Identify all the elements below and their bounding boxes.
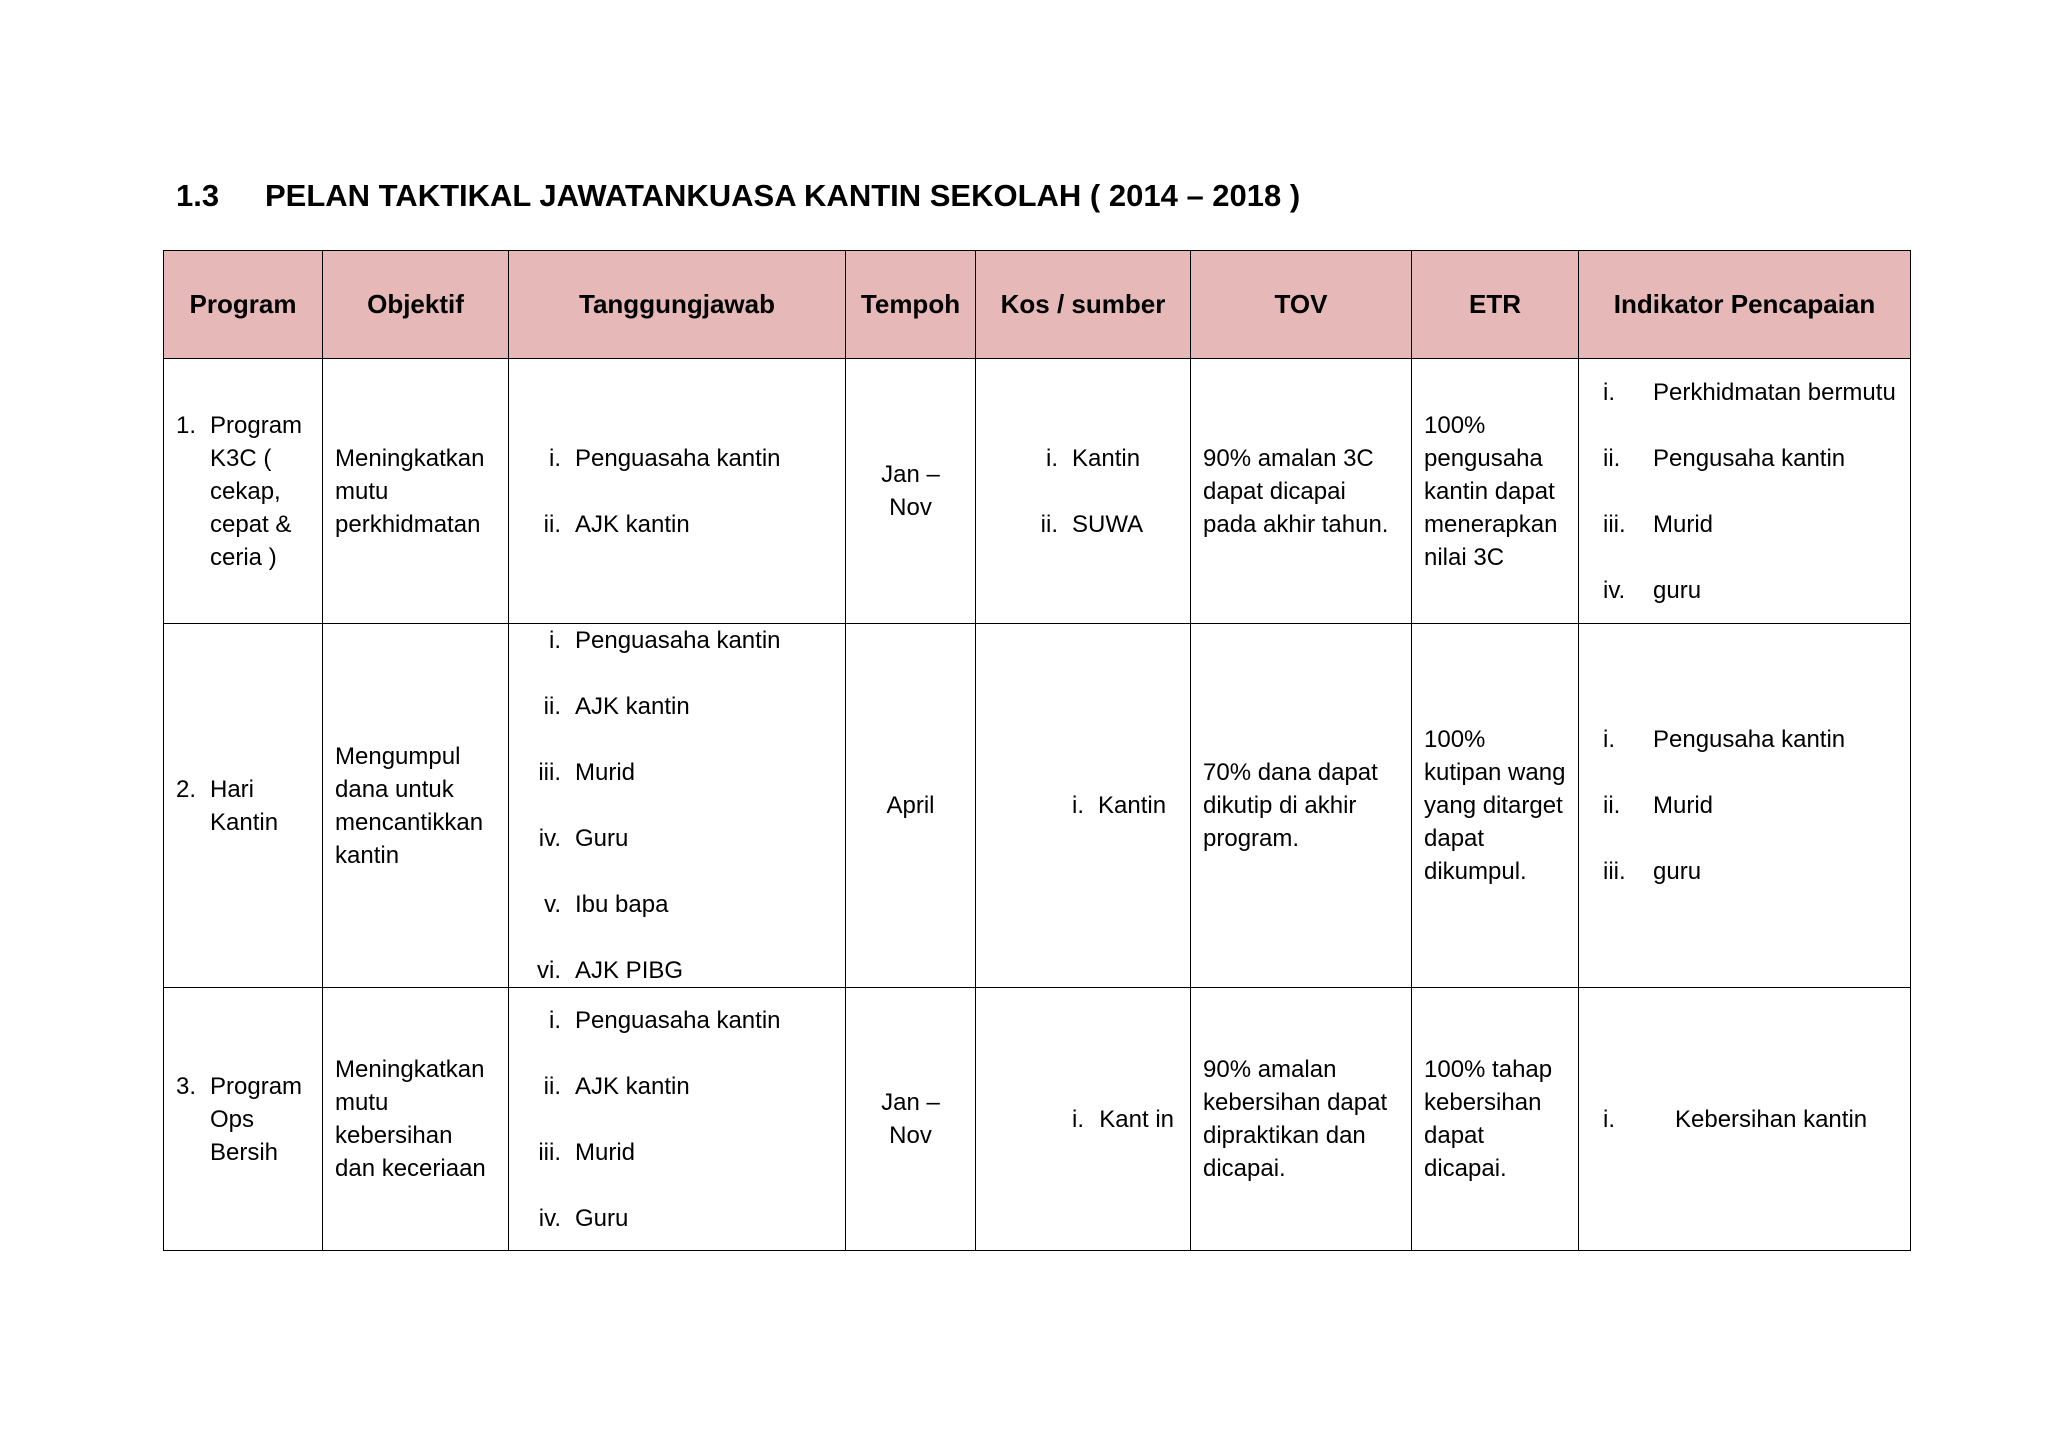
list-item: ii. Murid (1603, 792, 1714, 819)
etr-cell: 100% kutipan wang yang ditarget dapat dikumpul. (1412, 624, 1579, 988)
list-item: i. Penguasaha kantin (549, 1006, 781, 1034)
etr-cell: 100% pengusaha kantin dapat menerapkan nilai 3C (1412, 359, 1579, 624)
indikator-cell (1579, 624, 1911, 988)
list-item: ii. AJK kantin (543, 1072, 690, 1100)
header-indikator: Indikator Pencapaian (1579, 251, 1911, 359)
header-etr: ETR (1412, 251, 1579, 359)
table-row (164, 624, 1911, 988)
header-program: Program (164, 251, 323, 359)
list-item: iv. guru (1603, 576, 1702, 604)
header-tov: TOV (1191, 251, 1412, 359)
program-number: 2. (176, 775, 197, 803)
list-item: iii. Murid (1603, 510, 1714, 538)
list-item: ii. AJK kantin (543, 693, 690, 720)
objektif-cell: Mengumpul dana untuk mencantikkan kantin (323, 624, 509, 988)
list-item: i. Kant in (1072, 1105, 1174, 1133)
list-item: iv. Guru (538, 825, 629, 852)
etr-cell: 100% tahap kebersihan dapat dicapai. (1412, 988, 1579, 1251)
header-objektif: Objektif (323, 251, 509, 359)
list-item: iii. guru (1603, 858, 1702, 885)
kos-cell (976, 624, 1191, 988)
header-tanggungjawab: Tanggungjawab (509, 251, 846, 359)
tanggungjawab-cell (509, 624, 846, 988)
objektif-cell: Meningkatkan mutu kebersihan dan keceriaan (323, 988, 509, 1251)
program-name: Program K3C ( cekap, cepat & ceria ) (210, 411, 303, 571)
tempoh-cell: Jan – Nov (846, 988, 976, 1251)
header-kos-sumber: Kos / sumber (976, 251, 1191, 359)
tanggungjawab-list (521, 442, 833, 541)
list-item: v. Ibu bapa (544, 891, 669, 918)
tanggungjawab-cell (509, 988, 846, 1251)
header-row (164, 251, 1911, 359)
list-item: vi. AJK PIBG (537, 957, 684, 984)
table-row (164, 359, 1911, 624)
indikator-list (1591, 1103, 1898, 1136)
program-cell (164, 988, 323, 1251)
list-item: ii. SUWA (1040, 510, 1144, 538)
kos-list (988, 1103, 1178, 1136)
program-name: Program Ops Bersih (210, 1072, 303, 1166)
tanggungjawab-cell (509, 359, 846, 624)
tanggungjawab-list (521, 624, 833, 987)
list-item: i. Penguasaha kantin (549, 444, 781, 472)
table-row (164, 988, 1911, 1251)
list-item: i. Pengusaha kantin (1603, 726, 1846, 753)
program-name: Hari Kantin (210, 775, 279, 836)
indikator-cell (1579, 359, 1911, 624)
tov-cell: 90% amalan kebersihan dapat dipraktikan dan dicapai. (1191, 988, 1412, 1251)
tov-cell: 90% amalan 3C dapat dicapai pada akhir tahun. (1191, 359, 1412, 624)
list-item: iv. Guru (538, 1204, 629, 1232)
header-tempoh: Tempoh (846, 251, 976, 359)
list-item: i. Kantin (1072, 792, 1167, 819)
list-item: i. Kantin (1046, 444, 1141, 472)
tempoh-cell: Jan – Nov (846, 359, 976, 624)
list-item: i. Penguasaha kantin (549, 627, 781, 654)
program-cell (164, 624, 323, 988)
list-item: iii. Murid (538, 759, 636, 786)
tempoh-cell: April (846, 624, 976, 988)
kos-cell (976, 359, 1191, 624)
objektif-cell: Meningkatkan mutu perkhidmatan (323, 359, 509, 624)
list-item: iii. Murid (538, 1138, 636, 1166)
section-title: PELAN TAKTIKAL JAWATANKUASA KANTIN SEKOLAH ( 2014 – 2018 ) (265, 178, 1301, 213)
list-item: ii. AJK kantin (543, 510, 690, 538)
tov-cell: 70% dana dapat dikutip di akhir program. (1191, 624, 1412, 988)
kos-cell (976, 988, 1191, 1251)
tanggungjawab-list (521, 1004, 833, 1235)
section-heading (176, 178, 1300, 214)
section-number: 1.3 (176, 178, 220, 213)
kos-list (988, 789, 1178, 822)
program-number: 1. (176, 411, 197, 439)
list-item: i. Kebersihan kantin (1603, 1105, 1868, 1133)
indikator-cell (1579, 988, 1911, 1251)
kos-list (988, 442, 1178, 541)
list-item: i. Perkhidmatan bermutu (1603, 378, 1896, 406)
tactical-plan-table (163, 250, 1911, 1251)
list-item: ii. Pengusaha kantin (1603, 444, 1846, 472)
indikator-list (1591, 376, 1898, 607)
indikator-list (1591, 723, 1898, 888)
program-cell (164, 359, 323, 624)
program-number: 3. (176, 1072, 197, 1100)
